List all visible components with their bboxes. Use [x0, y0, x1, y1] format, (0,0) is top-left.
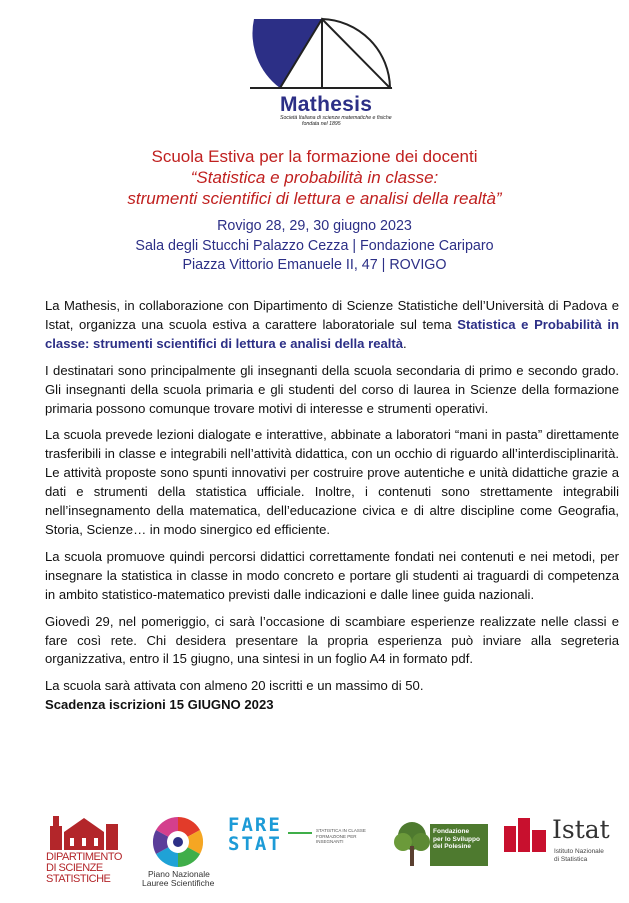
paragraph-experiences: Giovedì 29, nel pomeriggio, ci sarà l’occasione di scambiare esperienze realizzate nelle classi e fare così rete. Chi desidera presentare la propria esperienza può inviare alla segreteria organizzativa, entro il 15 giugno, una sintesi in un foglio A4 in formato pdf.: [45, 613, 619, 667]
fondazione-label: del Polesine: [433, 843, 471, 850]
tree-icon: [392, 820, 432, 868]
intro-end: .: [403, 335, 407, 351]
istat-label: Istituto Nazionale: [554, 848, 604, 855]
dss-label: DI SCIENZE: [46, 862, 103, 874]
course-topic-highlight: Statistica e Probabilità in classe: strumenti scientifici di lettura e analisi della realtà: [45, 316, 620, 351]
paragraph-format: La scuola prevede lezioni dialogate e interattive, abbinate a laboratori “mani in pasta” direttamente trasferibili in classe e integrabili nell’attività didattica, con un occhio di riguardo all’interdisciplinarità. Le attività proposte sono spunti innovativi per costruire prove autentiche e unità didattiche grazie a dati e strumenti della statistica ufficiale. Inoltre, i contenuti sono strettamente integrabili nell’insegnamento della matematica, dell’educazione civica e di altre discipline come Geografia, Storia, Scienze… in modo sinergico ed efficiente.: [45, 427, 619, 537]
pls-label: Piano Nazionale: [148, 869, 210, 879]
paragraph-intro: [45, 297, 619, 354]
dss-label: STATISTICHE: [46, 873, 111, 885]
document-header: [0, 146, 629, 276]
intro-text: La Mathesis, in collaborazione con Dipartimento di Scienze Statistiche dell’Università di Padova e Istat, organizza una scuola estiva a carattere laboratoriale sul tema: [45, 298, 619, 332]
fondazione-logo: [392, 820, 490, 870]
pls-emblem-icon: [138, 812, 218, 870]
paragraph-goals: La scuola promuove quindi percorsi didattici correttamente fondati nei contenuti e nei metodi, per insegnare la statistica in classe in modo concreto e portare gli studenti ai traguardi di competenza in ambito statistico-matematico previsti dalle indicazioni e dalle linee guida nazionali.: [45, 548, 619, 602]
farestat-caption: FORMAZIONE PER INSEGNANTI: [316, 833, 357, 844]
logo-subtitle-line: Società Italiana di scienze matematiche e fisiche: [280, 115, 392, 121]
istat-label: di Statistica: [554, 855, 588, 863]
event-dates: Rovigo 28, 29, 30 giugno 2023: [217, 218, 412, 234]
partner-logos: [0, 812, 629, 897]
farestat-word: FARE: [228, 814, 282, 836]
fondazione-label: per lo Sviluppo: [433, 835, 480, 843]
logo-subtitle: [280, 115, 410, 127]
farestat-accent-line: [288, 832, 312, 834]
farestat-caption: STATISTICA IN CLASSE: [316, 828, 366, 833]
paragraph-enrollment: La scuola sarà attivata con almeno 20 iscritti e un massimo di 50.: [45, 678, 424, 694]
pls-logo: [138, 812, 218, 890]
mathesis-logo: [240, 16, 400, 134]
palazzo-icon: [44, 812, 126, 852]
course-title-line-2: strumenti scientifici di lettura e analisi della realtà”: [127, 189, 502, 208]
fondazione-label: Fondazione: [433, 828, 470, 835]
farestat-logo: [228, 816, 378, 866]
dss-logo: [44, 812, 126, 884]
farestat-word: STAT: [228, 833, 282, 855]
paragraph-audience: I destinatari sono principalmente gli insegnanti della scuola secondaria di primo e secondo grado. Gli insegnanti della scuola primaria e gli studenti del corso di laurea in Scienze della formazione primaria possono comunque trovare motivi di interesse e strumenti operativi.: [45, 362, 619, 416]
deadline-text: Scadenza iscrizioni 15 GIUGNO 2023: [45, 697, 274, 713]
istat-mark-icon: [502, 816, 550, 856]
mathesis-emblem-icon: [240, 16, 400, 96]
course-title-line-1: “Statistica e probabilità in classe:: [190, 168, 439, 187]
istat-wordmark: Istat: [552, 815, 610, 844]
istat-logo: [502, 816, 612, 876]
document-body: [45, 297, 619, 723]
logo-wordmark: Mathesis: [280, 93, 373, 116]
logo-subtitle-line: fondata nel 1895: [302, 121, 341, 127]
event-venue: Sala degli Stucchi Palazzo Cezza | Fondazione Cariparo: [135, 237, 494, 254]
event-address: Piazza Vittorio Emanuele II, 47 | ROVIGO: [182, 257, 447, 273]
page-title: Scuola Estiva per la formazione dei docenti: [151, 147, 478, 166]
pls-label: Lauree Scientifiche: [142, 878, 215, 888]
dss-label: DIPARTIMENTO: [46, 851, 122, 863]
